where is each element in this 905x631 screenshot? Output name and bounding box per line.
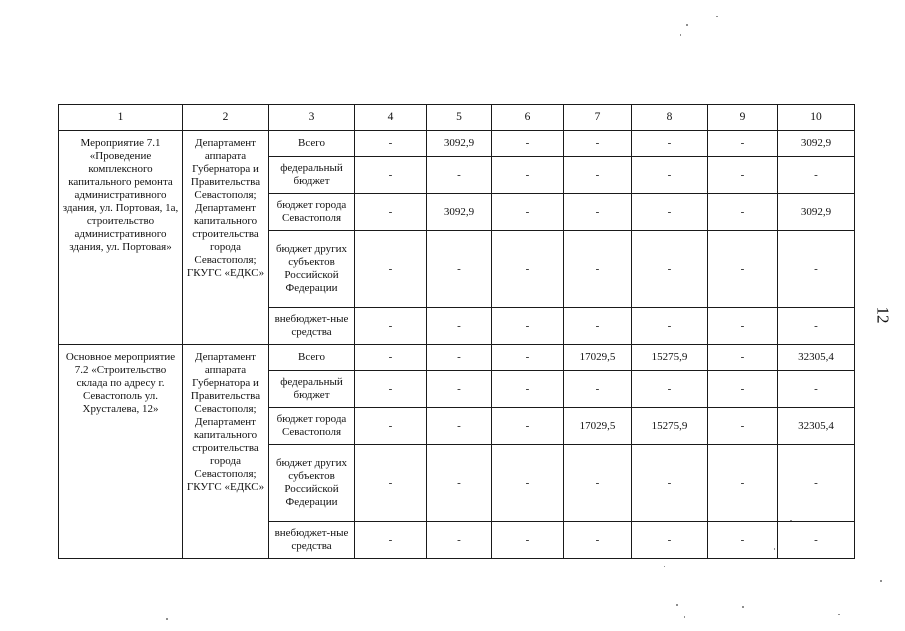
value-cell: -: [708, 194, 778, 231]
value-cell: -: [632, 231, 708, 308]
value-cell: 15275,9: [632, 408, 708, 445]
value-cell: -: [427, 371, 492, 408]
funding-source-cell: федеральный бюджет: [269, 157, 355, 194]
total-cell: -: [778, 445, 855, 522]
scan-speck: [166, 618, 168, 620]
value-cell: -: [708, 345, 778, 371]
value-cell: 17029,5: [564, 345, 632, 371]
total-cell: 32305,4: [778, 408, 855, 445]
value-cell: -: [492, 522, 564, 559]
value-cell: -: [492, 408, 564, 445]
value-cell: -: [355, 308, 427, 345]
header-cell: 6: [492, 105, 564, 131]
value-cell: -: [427, 408, 492, 445]
value-cell: -: [632, 371, 708, 408]
value-cell: -: [564, 231, 632, 308]
value-cell: -: [564, 308, 632, 345]
total-cell: 3092,9: [778, 194, 855, 231]
total-cell: -: [778, 371, 855, 408]
value-cell: -: [632, 131, 708, 157]
scan-speck: [664, 566, 665, 567]
value-cell: 3092,9: [427, 131, 492, 157]
value-cell: -: [632, 445, 708, 522]
total-cell: -: [778, 308, 855, 345]
value-cell: -: [708, 445, 778, 522]
value-cell: -: [427, 308, 492, 345]
value-cell: -: [355, 408, 427, 445]
value-cell: -: [708, 157, 778, 194]
header-cell: 7: [564, 105, 632, 131]
value-cell: -: [708, 408, 778, 445]
value-cell: -: [427, 231, 492, 308]
header-cell: 10: [778, 105, 855, 131]
value-cell: -: [708, 308, 778, 345]
total-cell: -: [778, 522, 855, 559]
total-cell: -: [778, 157, 855, 194]
value-cell: -: [355, 371, 427, 408]
value-cell: -: [492, 308, 564, 345]
scan-speck: [790, 520, 792, 521]
value-cell: -: [427, 445, 492, 522]
value-cell: -: [355, 194, 427, 231]
value-cell: -: [355, 131, 427, 157]
executor-cell: Департамент аппарата Губернатора и Правительства Севастополя; Департамент капитального строительства города Севастополя; ГКУГС «ЕДКС»: [183, 345, 269, 559]
scan-speck: [716, 16, 718, 17]
value-cell: -: [564, 157, 632, 194]
scan-speck: [880, 580, 882, 582]
value-cell: -: [564, 522, 632, 559]
event-name-cell: Основное мероприятие 7.2 «Строительство склада по адресу г. Севастополь ул. Хрусталева, 12»: [59, 345, 183, 559]
value-cell: -: [427, 157, 492, 194]
executor-cell: Департамент аппарата Губернатора и Правительства Севастополя; Департамент капитального строительства города Севастополя; ГКУГС «ЕДКС»: [183, 131, 269, 345]
value-cell: -: [564, 445, 632, 522]
value-cell: -: [355, 157, 427, 194]
value-cell: -: [427, 345, 492, 371]
value-cell: -: [492, 445, 564, 522]
header-cell: 4: [355, 105, 427, 131]
value-cell: 17029,5: [564, 408, 632, 445]
scan-speck: [774, 548, 775, 550]
value-cell: 3092,9: [427, 194, 492, 231]
value-cell: -: [708, 522, 778, 559]
value-cell: -: [427, 522, 492, 559]
header-cell: 1: [59, 105, 183, 131]
value-cell: -: [564, 194, 632, 231]
value-cell: -: [492, 345, 564, 371]
funding-source-cell: Всего: [269, 131, 355, 157]
scan-speck: [680, 34, 681, 36]
value-cell: 15275,9: [632, 345, 708, 371]
value-cell: -: [355, 231, 427, 308]
scan-speck: [838, 614, 840, 615]
value-cell: -: [492, 231, 564, 308]
header-cell: 5: [427, 105, 492, 131]
budget-table: [58, 104, 855, 559]
total-cell: -: [778, 231, 855, 308]
value-cell: -: [355, 445, 427, 522]
total-cell: 3092,9: [778, 131, 855, 157]
funding-source-cell: Всего: [269, 345, 355, 371]
header-cell: 3: [269, 105, 355, 131]
value-cell: -: [708, 371, 778, 408]
value-cell: -: [708, 131, 778, 157]
value-cell: -: [492, 157, 564, 194]
scan-speck: [676, 604, 678, 606]
header-cell: 2: [183, 105, 269, 131]
value-cell: -: [564, 131, 632, 157]
value-cell: -: [355, 522, 427, 559]
scan-speck: [684, 616, 685, 618]
funding-source-cell: внебюджет-ные средства: [269, 308, 355, 345]
event-name-cell: Мероприятие 7.1 «Проведение комплексного капитального ремонта административного здания, ул. Портовая, 1а, строительство административного здания, ул. Портовая»: [59, 131, 183, 345]
header-cell: 8: [632, 105, 708, 131]
value-cell: -: [632, 522, 708, 559]
funding-source-cell: бюджет других субъектов Российской Федерации: [269, 445, 355, 522]
value-cell: -: [492, 131, 564, 157]
funding-source-cell: бюджет города Севастополя: [269, 194, 355, 231]
scan-speck: [686, 24, 688, 26]
page-number: 12: [873, 306, 893, 324]
funding-source-cell: федеральный бюджет: [269, 371, 355, 408]
value-cell: -: [632, 194, 708, 231]
value-cell: -: [632, 157, 708, 194]
funding-source-cell: бюджет других субъектов Российской Федерации: [269, 231, 355, 308]
funding-source-cell: внебюджет-ные средства: [269, 522, 355, 559]
value-cell: -: [564, 371, 632, 408]
value-cell: -: [492, 194, 564, 231]
value-cell: -: [492, 371, 564, 408]
header-row: [59, 105, 855, 131]
scan-speck: [742, 606, 744, 608]
total-cell: 32305,4: [778, 345, 855, 371]
value-cell: -: [632, 308, 708, 345]
header-cell: 9: [708, 105, 778, 131]
funding-source-cell: бюджет города Севастополя: [269, 408, 355, 445]
value-cell: -: [708, 231, 778, 308]
table-row: [59, 131, 855, 157]
value-cell: -: [355, 345, 427, 371]
table-row: [59, 345, 855, 371]
